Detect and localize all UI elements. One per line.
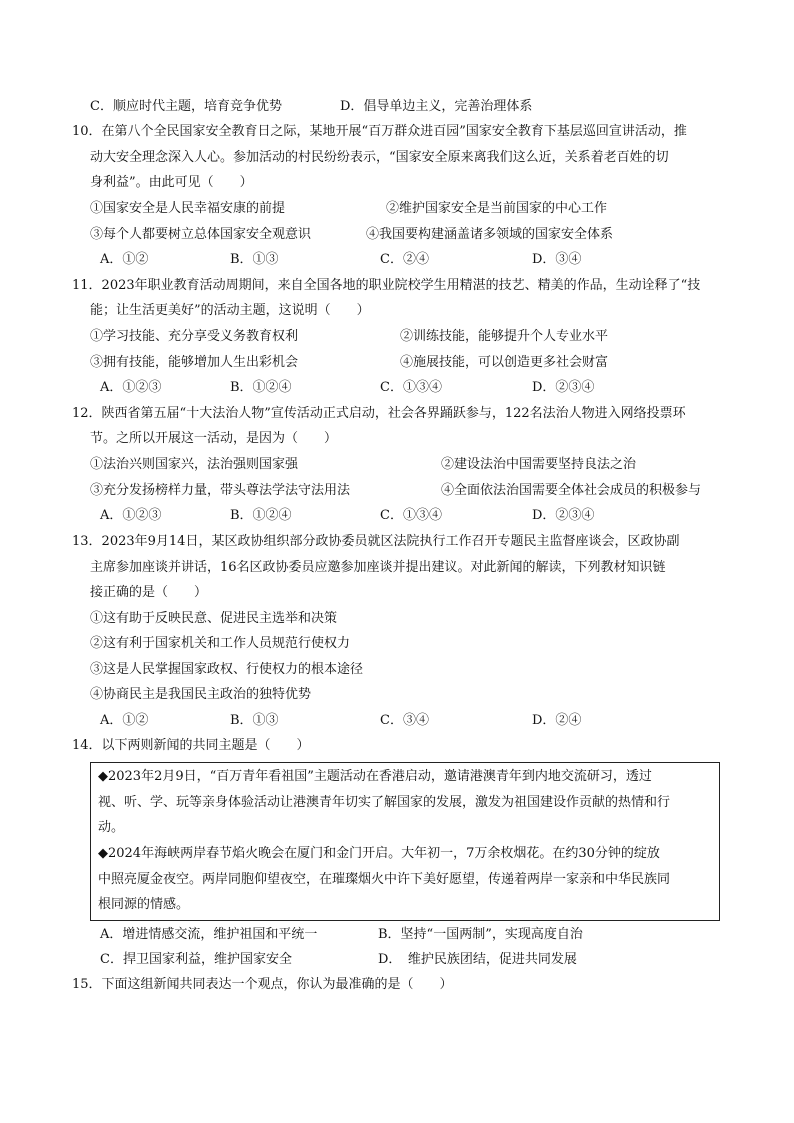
news-1-line-3: 动。 [98, 820, 125, 835]
q11-statement-2: ②训练技能，能够提升个人专业水平 [400, 329, 609, 344]
q10-option-b: B．①③ [230, 252, 279, 267]
q13-option-b: B．①③ [230, 713, 279, 728]
q11-stem-line-2: 能；让生活更美好”的活动主题，这说明（ ） [90, 303, 370, 318]
news-1-line-2: 视、听、学、玩等亲身体验活动让港澳青年切实了解国家的发展，激发为祖国建设作贡献的热情和行 [98, 795, 671, 810]
q12-option-d: D．②③④ [532, 508, 595, 523]
q11-statement-4: ④施展技能，可以创造更多社会财富 [400, 355, 609, 370]
q12-stem-line-2: 节。之所以开展这一活动，是因为（ ） [90, 431, 338, 446]
q10-statement-4: ④我国要构建涵盖诸多领域的国家安全体系 [366, 227, 614, 242]
q10-stem-line-2: 动大安全理念深入人心。参加活动的村民纷纷表示，“国家安全原来离我们这么近，关系着老百姓的切 [90, 150, 669, 165]
q13-statement-2: ②这有利于国家机关和工作人员规范行使权力 [90, 636, 351, 651]
q11-option-a: A．①②③ [100, 380, 162, 395]
q10-option-a: A．①② [100, 252, 149, 267]
q12-option-c: C．①③④ [380, 508, 442, 523]
q9-option-d: D．倡导单边主义，完善治理体系 [340, 99, 533, 114]
news-1-line-1: ◆2023年2月9日，“百万青年看祖国”主题活动在香港启动，邀请港澳青年到内地交流研习，透过 [98, 769, 652, 784]
q10-stem-line-1: 10．在第八个全民国家安全教育日之际，某地开展“百万群众进百园”国家安全教育下基层巡回宣讲活动，推 [72, 124, 687, 139]
q12-option-b: B．①②④ [230, 508, 292, 523]
q10-option-d: D．③④ [532, 252, 582, 267]
q11-stem-line-1: 11．2023年职业教育活动周期间，来自全国各地的职业院校学生用精湛的技艺、精美的作品，生动诠释了“技 [72, 278, 701, 293]
q10-statement-3: ③每个人都要树立总体国家安全观意识 [90, 227, 312, 242]
q11-option-d: D．②③④ [532, 380, 595, 395]
q12-statement-4: ④全面依法治国需要全体社会成员的积极参与 [441, 483, 702, 498]
q14-option-b: B．坚持“一国两制”，实现高度自治 [378, 927, 583, 942]
q11-option-b: B．①②④ [230, 380, 292, 395]
q14-option-d: D． 维护民族团结，促进共同发展 [378, 952, 577, 967]
q12-option-a: A．①②③ [100, 508, 162, 523]
q13-statement-4: ④协商民主是我国民主政治的独特优势 [90, 687, 312, 702]
q11-statement-3: ③拥有技能，能够增加人生出彩机会 [90, 355, 299, 370]
q15-stem: 15．下面这组新闻共同表达一个观点，你认为最准确的是（ ） [72, 977, 453, 992]
q14-option-c: C．捍卫国家利益，维护国家安全 [100, 952, 292, 967]
q13-option-c: C．③④ [380, 713, 429, 728]
q13-stem-line-1: 13．2023年9月14日，某区政协组织部分政协委员就区法院执行工作召开专题民主监督座谈会，区政协副 [72, 534, 680, 549]
news-2-line-2: 中照亮厦金夜空。两岸同胞仰望夜空，在璀璨烟火中许下美好愿望，传递着两岸一家亲和中华民族同 [98, 872, 671, 887]
q10-statement-1: ①国家安全是人民幸福安康的前提 [90, 201, 286, 216]
q13-stem-line-2: 主席参加座谈并讲话，16名区政协委员应邀参加座谈并提出建议。对此新闻的解读，下列教材知识链 [90, 560, 666, 575]
q13-option-d: D．②④ [532, 713, 582, 728]
news-2-line-1: ◆2024年海峡两岸春节焰火晚会在厦门和金门开启。大年初一，7万余枚烟花。在约30分钟的绽放 [98, 846, 660, 861]
q13-stem-line-3: 接正确的是（ ） [90, 585, 208, 600]
q9-option-c: C．顺应时代主题，培育竞争优势 [90, 99, 282, 114]
q12-statement-3: ③充分发扬榜样力量，带头尊法学法守法用法 [90, 483, 351, 498]
q10-stem-line-3: 身利益”。由此可见（ ） [90, 175, 253, 190]
q10-statement-2: ②维护国家安全是当前国家的中心工作 [386, 201, 608, 216]
q11-statement-1: ①学习技能、充分享受义务教育权利 [90, 329, 299, 344]
q13-statement-3: ③这是人民掌握国家政权、行使权力的根本途径 [90, 662, 364, 677]
q12-statement-1: ①法治兴则国家兴，法治强则国家强 [90, 457, 299, 472]
q12-statement-2: ②建设法治中国需要坚持良法之治 [441, 457, 637, 472]
q11-option-c: C．①③④ [380, 380, 442, 395]
q14-option-a: A．增进情感交流，维护祖国和平统一 [100, 927, 318, 942]
q10-option-c: C．②④ [380, 252, 429, 267]
q13-option-a: A．①② [100, 713, 149, 728]
q13-statement-1: ①这有助于反映民意、促进民主选举和决策 [90, 611, 338, 626]
q14-stem: 14．以下两则新闻的共同主题是（ ） [72, 738, 310, 753]
q12-stem-line-1: 12．陕西省第五届“十大法治人物”宣传活动正式启动，社会各界踊跃参与，122名法治人物进入网络投票环 [72, 406, 686, 421]
news-2-line-3: 根同源的情感。 [98, 897, 190, 912]
